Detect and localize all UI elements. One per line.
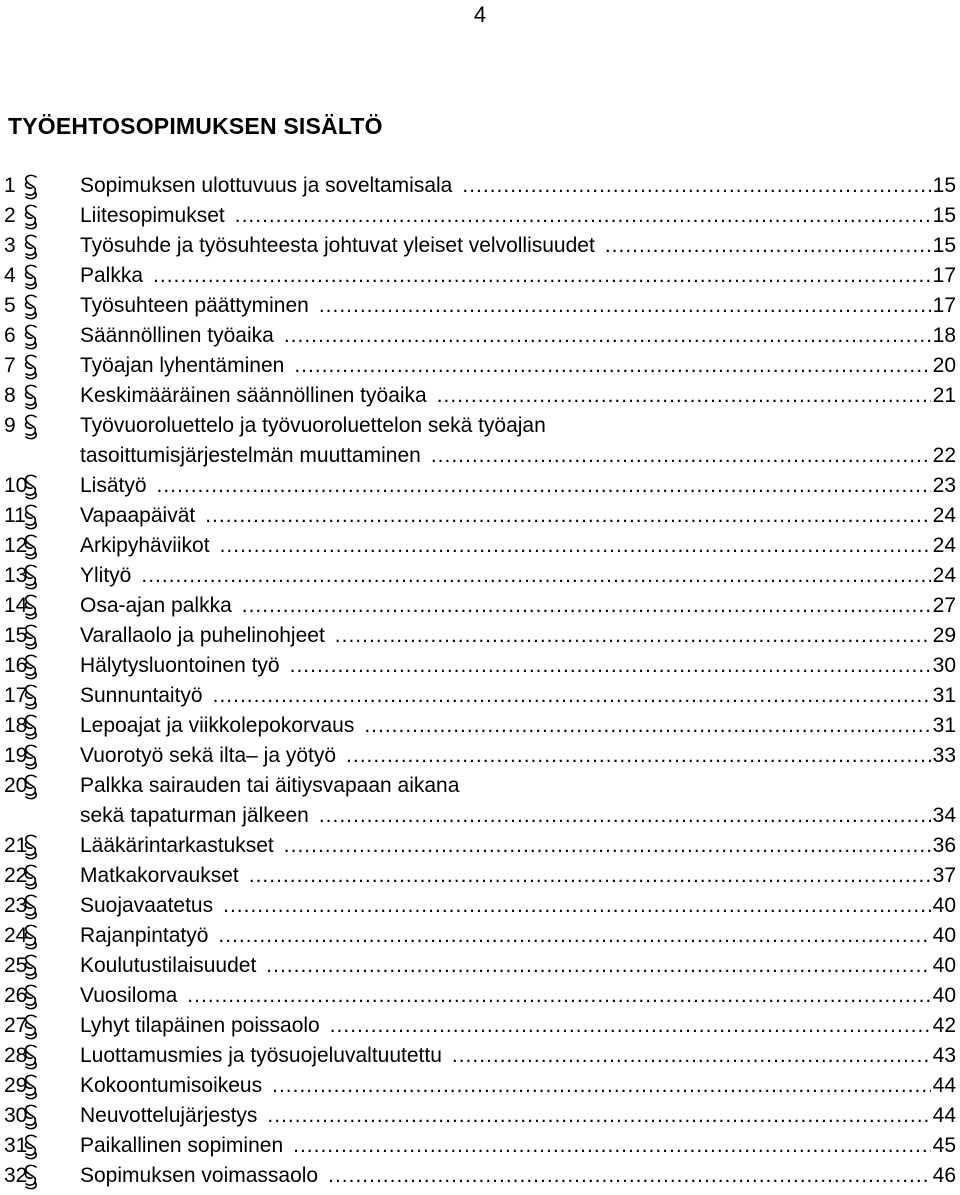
toc-entry-title: Matkakorvaukset — [80, 864, 239, 887]
toc-entry-title: Sopimuksen ulottuvuus ja soveltamisala — [80, 174, 453, 197]
toc-entry-page: 21 — [932, 384, 956, 407]
document-title: TYÖEHTOSOPIMUKSEN SISÄLTÖ — [8, 113, 383, 139]
toc-entry — [0, 951, 960, 981]
toc-entry-page: 36 — [932, 834, 956, 857]
dot-leader — [213, 681, 931, 711]
section-sign-icon — [20, 294, 42, 320]
dot-leader — [319, 291, 931, 321]
section-sign-icon — [20, 1134, 42, 1160]
section-sign-icon — [20, 1164, 42, 1190]
toc-entry-title: Työsuhteen päättyminen — [80, 294, 309, 317]
toc-entry-title: Lääkärintarkastukset — [80, 834, 274, 857]
toc-entry-number: 21 — [4, 834, 28, 857]
table-of-contents — [0, 171, 960, 1191]
dot-leader — [294, 351, 930, 381]
toc-entry-page: 27 — [932, 594, 956, 617]
dot-leader — [187, 981, 930, 1011]
toc-entry-number: 14 — [4, 594, 28, 617]
toc-entry — [0, 411, 960, 471]
dot-leader — [452, 1041, 931, 1071]
toc-entry-page: 43 — [932, 1044, 956, 1067]
toc-entry-number: 1 — [4, 174, 16, 197]
toc-entry-title: Lyhyt tilapäinen poissaolo — [80, 1014, 320, 1037]
toc-entry — [0, 1101, 960, 1131]
dot-leader — [364, 711, 930, 741]
dot-leader — [605, 231, 931, 261]
dot-leader — [284, 831, 931, 861]
toc-entry-page: 42 — [932, 1014, 956, 1037]
section-sign-icon — [20, 834, 42, 860]
toc-entry-page: 40 — [932, 894, 956, 917]
toc-entry-title: Suojavaatetus — [80, 894, 214, 917]
toc-entry — [0, 621, 960, 651]
toc-entry-number: 8 — [4, 384, 16, 407]
toc-entry-number: 7 — [4, 354, 16, 377]
dot-leader — [346, 741, 931, 771]
toc-entry-title-continued: sekä tapaturman jälkeen — [80, 804, 309, 827]
toc-entry-page: 45 — [932, 1134, 956, 1157]
toc-entry — [0, 171, 960, 201]
section-sign-icon — [20, 894, 42, 920]
toc-entry — [0, 1011, 960, 1041]
toc-entry-page: 24 — [932, 564, 956, 587]
dot-leader — [235, 201, 931, 231]
section-sign-icon — [20, 564, 42, 590]
dot-leader — [218, 921, 930, 951]
toc-entry — [0, 921, 960, 951]
section-sign-icon — [20, 354, 42, 380]
dot-leader — [266, 951, 930, 981]
toc-entry — [0, 1161, 960, 1191]
toc-entry-number: 27 — [4, 1014, 28, 1037]
toc-entry-title: Lepoajat ja viikkolepokorvaus — [80, 714, 355, 737]
toc-entry — [0, 831, 960, 861]
toc-entry-page: 17 — [932, 294, 956, 317]
toc-entry — [0, 321, 960, 351]
dot-leader — [141, 561, 930, 591]
toc-entry-number: 4 — [4, 264, 16, 287]
dot-leader — [293, 1131, 931, 1161]
toc-entry-title: Palkka sairauden tai äitiysvapaan aikana — [80, 774, 460, 797]
toc-entry-title: Vuosiloma — [80, 984, 178, 1007]
toc-entry-page: 24 — [932, 504, 956, 527]
toc-entry — [0, 471, 960, 501]
section-sign-icon — [20, 864, 42, 890]
section-sign-icon — [20, 504, 42, 530]
toc-entry-number: 18 — [4, 714, 28, 737]
section-sign-icon — [20, 384, 42, 410]
toc-entry — [0, 891, 960, 921]
dot-leader — [205, 501, 930, 531]
toc-entry-title: Työsuhde ja työsuhteesta johtuvat yleiset velvollisuudet — [80, 234, 595, 257]
section-sign-icon — [20, 774, 42, 800]
dot-leader — [267, 1101, 930, 1131]
toc-entry-page: 40 — [932, 954, 956, 977]
dot-leader — [335, 621, 931, 651]
toc-entry-title: Liitesopimukset — [80, 204, 225, 227]
toc-entry-page: 33 — [932, 744, 956, 767]
toc-entry-number: 2 — [4, 204, 16, 227]
section-sign-icon — [20, 984, 42, 1010]
toc-entry-number: 19 — [4, 744, 28, 767]
section-sign-icon — [20, 594, 42, 620]
toc-entry-page: 15 — [932, 204, 956, 227]
toc-entry-title: Neuvottelujärjestys — [80, 1104, 258, 1127]
dot-leader — [328, 1161, 931, 1191]
toc-entry-number: 24 — [4, 924, 28, 947]
dot-leader — [319, 801, 931, 831]
toc-entry-number: 29 — [4, 1074, 28, 1097]
toc-entry-page: 46 — [932, 1164, 956, 1187]
section-sign-icon — [20, 954, 42, 980]
toc-entry-title: Palkka — [80, 264, 144, 287]
toc-entry-title: Hälytysluontoinen työ — [80, 654, 280, 677]
toc-entry-title: Arkipyhäviikot — [80, 534, 210, 557]
toc-entry-number: 13 — [4, 564, 28, 587]
toc-entry-title: Varallaolo ja puhelinohjeet — [80, 624, 325, 647]
toc-entry — [0, 711, 960, 741]
toc-entry-number: 25 — [4, 954, 28, 977]
toc-entry-page: 31 — [932, 684, 956, 707]
toc-entry-title-continued: tasoittumisjärjestelmän muuttaminen — [80, 444, 421, 467]
toc-entry-page: 20 — [932, 354, 956, 377]
section-sign-icon — [20, 264, 42, 290]
toc-entry-page: 31 — [932, 714, 956, 737]
section-sign-icon — [20, 684, 42, 710]
section-sign-icon — [20, 1014, 42, 1040]
toc-entry — [0, 651, 960, 681]
toc-entry-number: 30 — [4, 1104, 28, 1127]
toc-entry-number: 16 — [4, 654, 28, 677]
section-sign-icon — [20, 234, 42, 260]
toc-entry-number: 26 — [4, 984, 28, 1007]
toc-entry-title: Sunnuntaityö — [80, 684, 203, 707]
section-sign-icon — [20, 624, 42, 650]
toc-entry-title: Paikallinen sopiminen — [80, 1134, 284, 1157]
dot-leader — [223, 891, 931, 921]
toc-entry-number: 10 — [4, 474, 28, 497]
toc-entry-title: Sopimuksen voimassaolo — [80, 1164, 319, 1187]
section-sign-icon — [20, 924, 42, 950]
toc-entry-page: 18 — [932, 324, 956, 347]
toc-entry-page: 15 — [932, 234, 956, 257]
toc-entry-page: 40 — [932, 984, 956, 1007]
toc-entry-number: 9 — [4, 414, 16, 437]
section-sign-icon — [20, 324, 42, 350]
toc-entry — [0, 1041, 960, 1071]
toc-entry-number: 6 — [4, 324, 16, 347]
section-sign-icon — [20, 1044, 42, 1070]
dot-leader — [290, 651, 931, 681]
dot-leader — [431, 441, 931, 471]
dot-leader — [272, 1071, 931, 1101]
section-sign-icon — [20, 474, 42, 500]
toc-entry-page: 44 — [932, 1104, 956, 1127]
toc-entry-number: 20 — [4, 774, 28, 797]
toc-entry — [0, 741, 960, 771]
dot-leader — [284, 321, 931, 351]
toc-entry-title: Luottamusmies ja työsuojeluvaltuutettu — [80, 1044, 442, 1067]
dot-leader — [153, 261, 931, 291]
toc-entry — [0, 561, 960, 591]
toc-entry — [0, 591, 960, 621]
toc-entry — [0, 1071, 960, 1101]
toc-entry-title: Keskimääräinen säännöllinen työaika — [80, 384, 427, 407]
toc-entry-number: 31 — [4, 1134, 28, 1157]
toc-entry-title: Vapaapäivät — [80, 504, 196, 527]
toc-entry-title: Osa-ajan palkka — [80, 594, 232, 617]
toc-entry-number: 17 — [4, 684, 28, 707]
section-sign-icon — [20, 414, 42, 440]
toc-entry-number: 15 — [4, 624, 28, 647]
toc-entry — [0, 261, 960, 291]
toc-entry-number: 11 — [4, 504, 26, 527]
toc-entry-page: 30 — [932, 654, 956, 677]
toc-entry-page: 24 — [932, 534, 956, 557]
toc-entry — [0, 681, 960, 711]
toc-entry-number: 23 — [4, 894, 28, 917]
toc-entry — [0, 531, 960, 561]
dot-leader — [462, 171, 930, 201]
toc-entry — [0, 381, 960, 411]
toc-entry-title: Kokoontumisoikeus — [80, 1074, 263, 1097]
toc-entry-title: Koulutustilaisuudet — [80, 954, 257, 977]
toc-entry-number: 22 — [4, 864, 28, 887]
toc-entry — [0, 861, 960, 891]
dot-leader — [249, 861, 931, 891]
toc-entry — [0, 501, 960, 531]
toc-entry-page: 29 — [932, 624, 956, 647]
page-number: 4 — [473, 2, 487, 27]
dot-leader — [242, 591, 931, 621]
toc-entry-number: 3 — [4, 234, 16, 257]
toc-entry-title: Ylityö — [80, 564, 132, 587]
toc-entry-page: 44 — [932, 1074, 956, 1097]
toc-entry-title: Vuorotyö sekä ilta– ja yötyö — [80, 744, 337, 767]
section-sign-icon — [20, 1104, 42, 1130]
toc-entry — [0, 291, 960, 321]
toc-entry — [0, 771, 960, 831]
toc-entry — [0, 981, 960, 1011]
toc-entry-title: Säännöllinen työaika — [80, 324, 274, 347]
dot-leader — [220, 531, 931, 561]
section-sign-icon — [20, 744, 42, 770]
section-sign-icon — [20, 714, 42, 740]
section-sign-icon — [20, 1074, 42, 1100]
dot-leader — [157, 471, 931, 501]
toc-entry-page: 22 — [932, 444, 956, 467]
toc-entry-page: 40 — [932, 924, 956, 947]
toc-entry-title: Rajanpintatyö — [80, 924, 209, 947]
toc-entry-title: Lisätyö — [80, 474, 147, 497]
toc-entry-number: 32 — [4, 1164, 28, 1187]
dot-leader — [437, 381, 931, 411]
section-sign-icon — [20, 534, 42, 560]
toc-entry — [0, 231, 960, 261]
toc-entry-page: 15 — [932, 174, 956, 197]
toc-entry-number: 28 — [4, 1044, 28, 1067]
toc-entry-number: 5 — [4, 294, 16, 317]
toc-entry-page: 17 — [932, 264, 956, 287]
toc-entry-page: 34 — [932, 804, 956, 827]
toc-entry — [0, 201, 960, 231]
section-sign-icon — [20, 174, 42, 200]
toc-entry — [0, 1131, 960, 1161]
toc-entry-page: 23 — [932, 474, 956, 497]
toc-entry-page: 37 — [932, 864, 956, 887]
toc-entry-title: Työvuoroluettelo ja työvuoroluettelon sekä työajan — [80, 414, 546, 437]
dot-leader — [330, 1011, 931, 1041]
section-sign-icon — [20, 654, 42, 680]
toc-entry-number: 12 — [4, 534, 28, 557]
section-sign-icon — [20, 204, 42, 230]
toc-entry-title: Työajan lyhentäminen — [80, 354, 285, 377]
toc-entry — [0, 351, 960, 381]
